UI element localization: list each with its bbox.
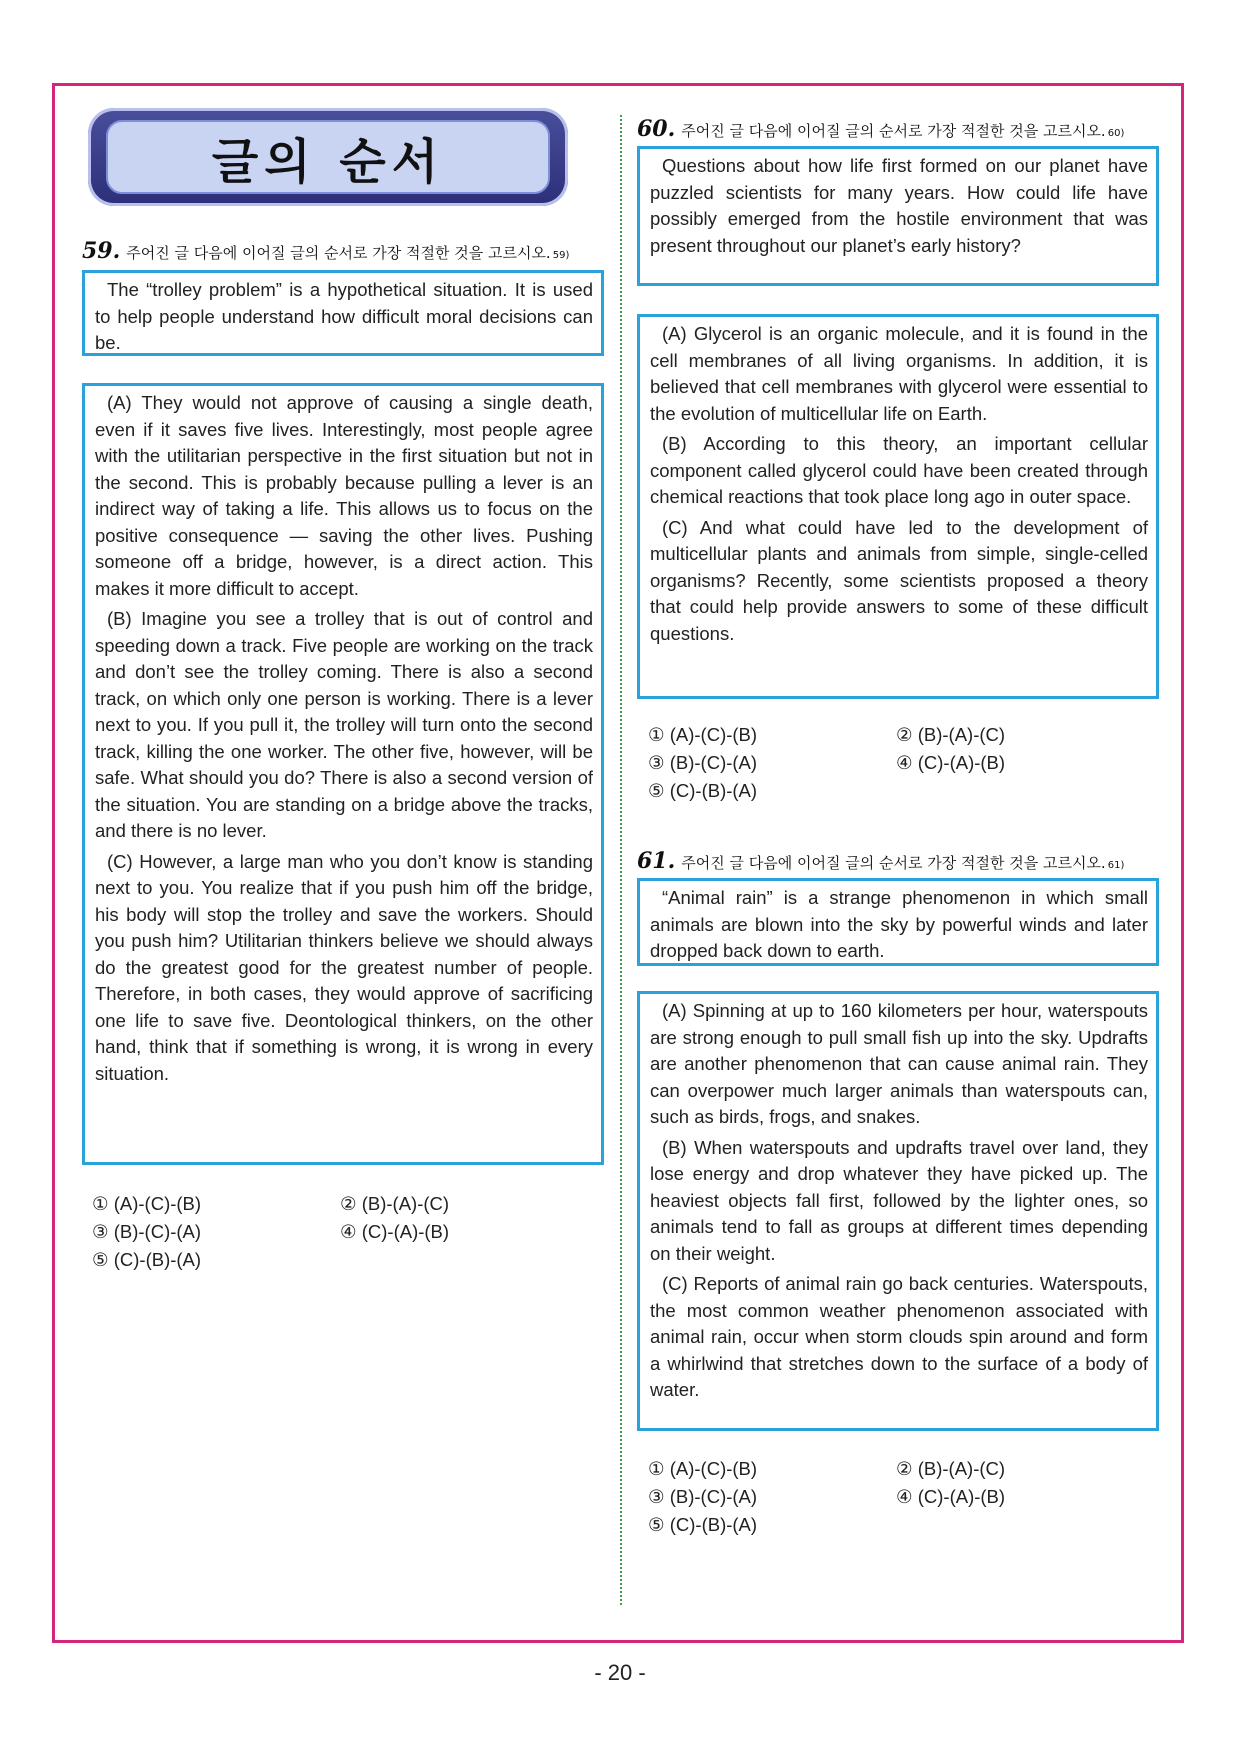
question-60-choices bbox=[648, 721, 1148, 805]
choice-2[interactable]: ② (B)-(A)-(C) bbox=[896, 1458, 1006, 1479]
footnote-ref: 59) bbox=[552, 250, 570, 261]
passage-c: (C) And what could have led to the development of multicellular plants and animals from simple, single-celled organisms? Recently, some scientists proposed a theory that could help provide answers to some of these difficult questions. bbox=[650, 516, 1148, 644]
choice-2[interactable]: ② (B)-(A)-(C) bbox=[340, 1193, 450, 1214]
footnote-ref: 61) bbox=[1107, 860, 1125, 871]
question-59-intro-box bbox=[82, 270, 604, 356]
choice-4[interactable]: ④ (C)-(A)-(B) bbox=[340, 1221, 450, 1242]
choice-4[interactable]: ④ (C)-(A)-(B) bbox=[896, 752, 1006, 773]
question-number: 59. bbox=[82, 238, 121, 264]
choice-4[interactable]: ④ (C)-(A)-(B) bbox=[896, 1486, 1006, 1507]
passage-b: (B) When waterspouts and updrafts travel over land, they lose energy and drop whatever they have picked up. The heaviest objects fall first, followed by the lighter ones, so animals tend to fall as groups at different times depending on their weight. bbox=[650, 1136, 1148, 1264]
choice-5[interactable]: ⑤ (C)-(B)-(A) bbox=[648, 780, 758, 801]
question-59-header bbox=[82, 238, 569, 264]
choice-3[interactable]: ③ (B)-(C)-(A) bbox=[92, 1221, 202, 1242]
passage-b: (B) According to this theory, an important cellular component called glycerol could have been created through chemical reactions that took place long ago in outer space. bbox=[650, 433, 1148, 507]
question-61-passages-box bbox=[637, 991, 1159, 1431]
choice-5[interactable]: ⑤ (C)-(B)-(A) bbox=[648, 1514, 758, 1535]
question-59-passages-box bbox=[82, 383, 604, 1165]
choice-1[interactable]: ① (A)-(C)-(B) bbox=[648, 724, 758, 745]
passage-a: (A) Glycerol is an organic molecule, and it is found in the cell membranes of all living organisms. In addition, it is believed that cell membranes with glycerol were essential to the evolution of multicellular life on Earth. bbox=[650, 323, 1148, 424]
question-prompt: 주어진 글 다음에 이어질 글의 순서로 가장 적절한 것을 고르시오. bbox=[126, 244, 551, 262]
footnote-ref: 60) bbox=[1107, 128, 1125, 139]
intro-text: Questions about how life first formed on our planet have puzzled scientists for many years. How could life have possibly emerged from the hostile environment that was present throughout our planet’s early history? bbox=[650, 155, 1148, 256]
choice-1[interactable]: ① (A)-(C)-(B) bbox=[648, 1458, 758, 1479]
intro-text: “Animal rain” is a strange phenomenon in which small animals are blown into the sky by powerful winds and later dropped back down to earth. bbox=[650, 887, 1148, 961]
question-60-passages-box bbox=[637, 314, 1159, 699]
question-61-intro-box bbox=[637, 878, 1159, 966]
question-prompt: 주어진 글 다음에 이어질 글의 순서로 가장 적절한 것을 고르시오. bbox=[681, 854, 1106, 872]
section-title: 글의 순서 bbox=[211, 133, 445, 190]
choice-1[interactable]: ① (A)-(C)-(B) bbox=[92, 1193, 202, 1214]
question-60-intro-box bbox=[637, 146, 1159, 286]
question-60-header bbox=[637, 116, 1124, 142]
passage-c: (C) Reports of animal rain go back centuries. Waterspouts, the most common weather phenomenon associated with animal rain, occur when storm clouds spin around and form a whirlwind that stretches down to the surface of a body of water. bbox=[650, 1273, 1148, 1400]
intro-text: The “trolley problem” is a hypothetical situation. It is used to help people understand how difficult moral decisions can be. bbox=[95, 279, 593, 353]
page-number: - 20 - bbox=[594, 1660, 646, 1685]
choice-3[interactable]: ③ (B)-(C)-(A) bbox=[648, 752, 758, 773]
question-number: 60. bbox=[637, 116, 676, 142]
question-prompt: 주어진 글 다음에 이어질 글의 순서로 가장 적절한 것을 고르시오. bbox=[681, 122, 1106, 140]
choice-2[interactable]: ② (B)-(A)-(C) bbox=[896, 724, 1006, 745]
question-number: 61. bbox=[637, 848, 676, 874]
column-divider bbox=[620, 115, 622, 1605]
section-title-banner bbox=[88, 108, 568, 206]
section-title-plate bbox=[106, 120, 550, 194]
choice-5[interactable]: ⑤ (C)-(B)-(A) bbox=[92, 1249, 202, 1270]
question-61-choices bbox=[648, 1455, 1148, 1539]
passage-c: (C) However, a large man who you don’t know is standing next to you. You realize that if you push him off the bridge, his body will stop the trolley and save the workers. Should you push him? Utilitarian thinkers believe we should always do the greatest good for the greatest number of people. Therefore, in both cases, they would approve of sacrificing one life to save five. Deontological thinkers, on the other hand, think that if something is wrong, it is wrong in every situation. bbox=[95, 850, 593, 1084]
question-61-header bbox=[637, 848, 1124, 874]
passage-a: (A) Spinning at up to 160 kilometers per hour, waterspouts are strong enough to pull small fish up into the sky. Updrafts are another phenomenon that can cause animal rain. They can overpower much larger animals than waterspouts can, such as birds, frogs, and snakes. bbox=[650, 1000, 1148, 1127]
choice-3[interactable]: ③ (B)-(C)-(A) bbox=[648, 1486, 758, 1507]
passage-a: (A) They would not approve of causing a single death, even if it saves five lives. Interestingly, most people agree with the utilitarian perspective in the first situation but not in the second. This is probably because pulling a lever is an indirect way of taking a life. This allows us to focus on the positive consequence — saving the other lives. Pushing someone off a bridge, however, is a direct action. This makes it more difficult to accept. bbox=[95, 392, 593, 599]
question-59-choices bbox=[92, 1190, 592, 1274]
passage-b: (B) Imagine you see a trolley that is out of control and speeding down a track. Five people are working on the track and don’t see the trolley coming. There is also a second track, on which only one person is working. There is a lever next to you. If you pull it, the trolley will turn onto the second track, killing the one worker. The other five, however, will be safe. What should you do? There is also a second version of the situation. You are standing on a bridge above the tracks, and there is no lever. bbox=[95, 608, 593, 841]
